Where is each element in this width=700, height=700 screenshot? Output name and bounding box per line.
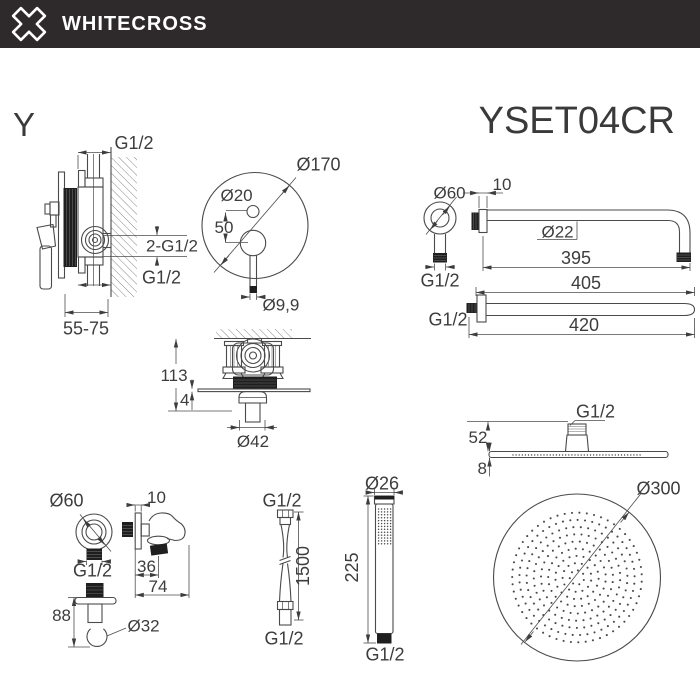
dim-label: 50 — [214, 218, 234, 237]
dim-label: 1500 — [293, 545, 313, 587]
dim-label: 52 — [468, 428, 488, 447]
dim-label: G1/2 — [576, 401, 616, 422]
brand-name: WHITECROSS — [62, 12, 208, 35]
valve-side-view — [37, 133, 198, 339]
dim-label: 225 — [342, 552, 362, 583]
model-code: YSET04CR — [478, 100, 675, 142]
hand-shower-view — [342, 474, 405, 665]
dim-label: G1/2 — [262, 490, 302, 511]
dim-label: 74 — [148, 577, 168, 596]
dim-label: 4 — [180, 390, 190, 410]
dim-label: G1/2 — [72, 560, 113, 581]
dim-label: Ø22 — [541, 222, 574, 242]
dim-label: Ø9,9 — [262, 295, 300, 315]
dim-label: G1/2 — [264, 628, 304, 649]
dim-label: 113 — [160, 366, 188, 385]
dim-label: 395 — [560, 248, 592, 268]
dim-label: Ø60 — [433, 183, 466, 203]
holder-ring — [87, 629, 107, 647]
valve-front-view — [202, 155, 341, 315]
dim-label: Ø20 — [220, 186, 253, 205]
dim-label: G1/2 — [114, 133, 154, 153]
dim-label: 2-G1/2 — [146, 236, 198, 256]
wall-hatch — [111, 157, 137, 297]
dim-label: 10 — [147, 488, 166, 507]
dim-label: Ø26 — [364, 473, 400, 494]
series-label: Y — [13, 106, 36, 143]
nozzle-dot-row — [512, 454, 641, 455]
cartridge-block — [64, 188, 78, 267]
dim-label: 10 — [492, 175, 512, 194]
dim-label: 8 — [477, 459, 487, 478]
nozzle-dot-field — [511, 512, 643, 644]
dim-label: 88 — [52, 606, 71, 625]
dim-label: G1/2 — [428, 309, 468, 330]
dim-label: Ø60 — [49, 490, 84, 511]
dim-label: 420 — [568, 315, 600, 335]
dim-label: 55-75 — [62, 318, 110, 339]
shower-arms-view — [421, 175, 695, 338]
dim-label: 405 — [570, 273, 602, 293]
dim-label: G1/2 — [142, 267, 182, 288]
wall-hatch — [216, 329, 292, 339]
rain-head-side-view — [467, 402, 668, 479]
dim-label: 36 — [137, 557, 156, 576]
rain-head-top-view — [494, 479, 681, 662]
hose-view — [262, 491, 313, 649]
dim-label: Ø300 — [636, 478, 681, 499]
dim-label: Ø170 — [296, 154, 341, 175]
valve-section-view — [160, 329, 311, 451]
wall-outlet-view — [50, 488, 190, 647]
lever-handle — [37, 225, 56, 250]
dim-label: Ø42 — [236, 432, 270, 451]
spray-face-dots — [378, 508, 392, 544]
dim-label: Ø32 — [127, 616, 160, 636]
dim-label: G1/2 — [365, 644, 405, 665]
dim-label: G1/2 — [420, 270, 460, 291]
